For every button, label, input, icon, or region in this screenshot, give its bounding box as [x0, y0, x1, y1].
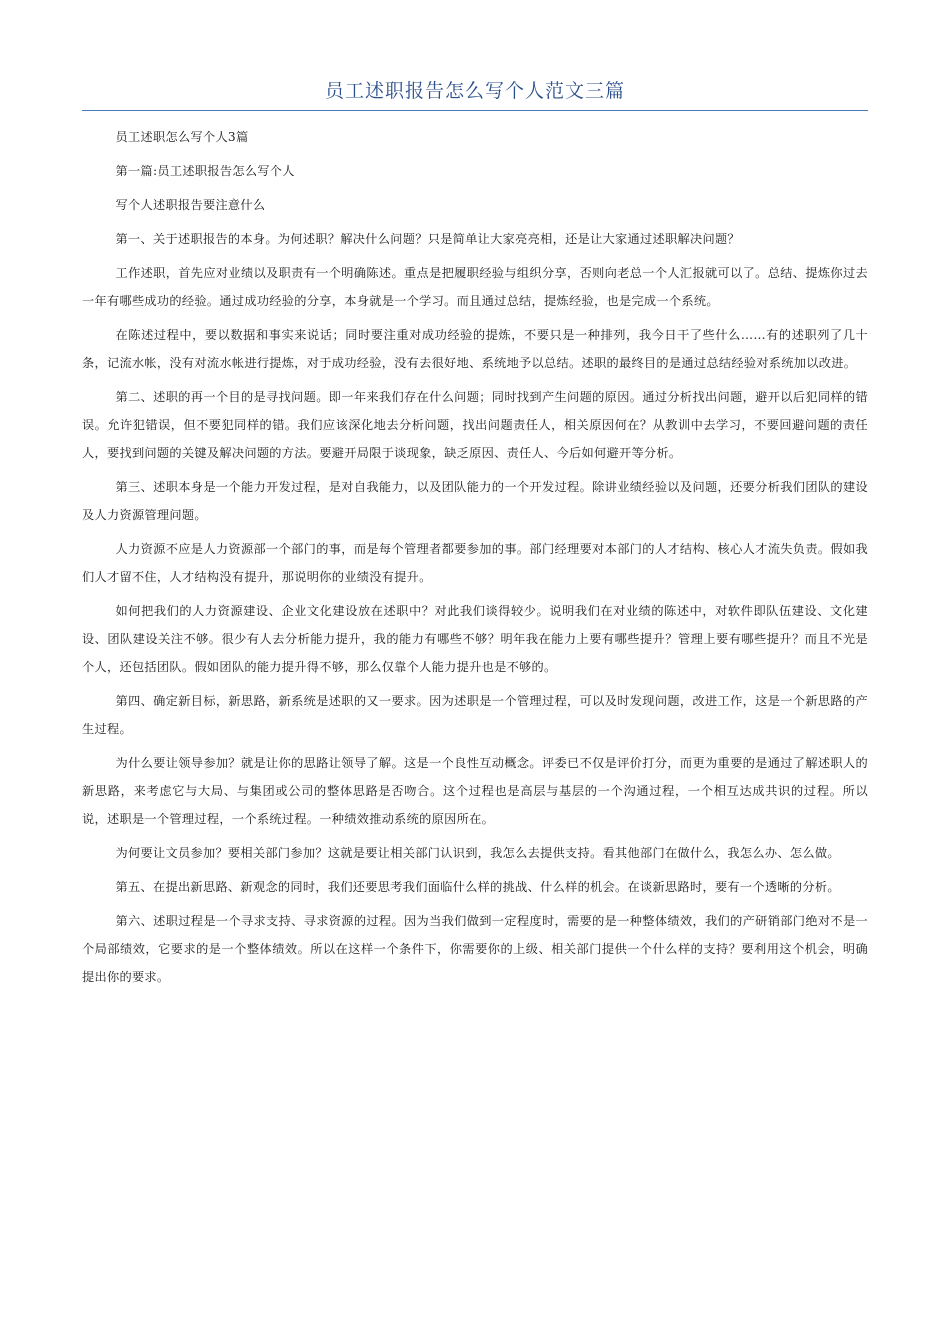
document-body [82, 123, 868, 991]
paragraph-subtitle: 员工述职怎么写个人3篇 [115, 130, 249, 144]
document-title: 员工述职报告怎么写个人范文三篇 [82, 78, 868, 111]
paragraph-human-resources: 人力资源不应是人力资源部一个部门的事，而是每个管理者都要参加的事。部门经理要对本部门的人才结构、核心人才流失负责。假如我们人才留不住，人才结构没有提升，那说明你的业绩没有提升。 [82, 542, 868, 584]
paragraph-point-one: 第一、关于述职报告的本身。为何述职？解决什么问题？只是简单让大家亮亮相，还是让大家通过述职解决问题？ [115, 232, 740, 246]
paragraph-point-two: 第二、述职的再一个目的是寻找问题。即一年来我们存在什么问题；同时找到产生问题的原因。通过分析找出问题，避开以后犯同样的错误。允许犯错误，但不要犯同样的错。我们应该深化地去分析问题，找出问题责任人，相关原因何在？从教训中去学习，不要回避问题的责任人，要找到问题的关键及解决问题的方法。要避开局限于谈现象，缺乏原因、责任人、今后如何避开等分析。 [82, 390, 868, 460]
paragraph-culture-building: 如何把我们的人力资源建设、企业文化建设放在述职中？对此我们谈得较少。说明我们在对业绩的陈述中，对软件即队伍建设、文化建设、团队建设关注不够。很少有人去分析能力提升，我的能力有哪些不够？明年我在能力上要有哪些提升？管理上要有哪些提升？而且不光是个人，还包括团队。假如团队的能力提升得不够，那么仅靠个人能力提升也是不够的。 [82, 604, 868, 674]
paragraph-leadership: 为什么要让领导参加？就是让你的思路让领导了解。这是一个良性互动概念。评委已不仅是评价打分，而更为重要的是通过了解述职人的新思路，来考虑它与大局、与集团或公司的整体思路是否吻合。这个过程也是高层与基层的一个沟通过程，一个相互达成共识的过程。所以说，述职是一个管理过程，一个系统过程。一种绩效推动系统的原因所在。 [82, 756, 868, 826]
paragraph-part-one-heading: 第一篇:员工述职报告怎么写个人 [115, 164, 295, 178]
paragraph-point-three: 第三、述职本身是一个能力开发过程，是对自我能力，以及团队能力的一个开发过程。除讲业绩经验以及问题，还要分析我们团队的建设及人力资源管理问题。 [82, 480, 868, 522]
paragraph-point-five: 第五、在提出新思路、新观念的同时，我们还要思考我们面临什么样的挑战、什么样的机会。在谈新思路时，要有一个透晰的分析。 [115, 880, 840, 894]
paragraph-point-six: 第六、述职过程是一个寻求支持、寻求资源的过程。因为当我们做到一定程度时，需要的是一种整体绩效，我们的产研销部门绝对不是一个局部绩效，它要求的是一个整体绩效。所以在这样一个条件下，你需要你的上级、相关部门提供一个什么样的支持？要利用这个机会，明确提出你的要求。 [82, 914, 868, 984]
paragraph-data-facts: 在陈述过程中，要以数据和事实来说话；同时要注重对成功经验的提炼，不要只是一种排列，我今日干了些什么……有的述职列了几十条，记流水帐，没有对流水帐进行提炼，对于成功经验，没有去很好地、系统地予以总结。述职的最终目的是通过总结经验对系统加以改进。 [82, 328, 868, 370]
paragraph-clerks: 为何要让文员参加？要相关部门参加？这就是要让相关部门认识到，我怎么去提供支持。看其他部门在做什么，我怎么办、怎么做。 [115, 846, 840, 860]
paragraph-point-four: 第四、确定新目标，新思路，新系统是述职的又一要求。因为述职是一个管理过程，可以及时发现问题，改进工作，这是一个新思路的产生过程。 [82, 694, 868, 736]
paragraph-work-report: 工作述职，首先应对业绩以及职责有一个明确陈述。重点是把履职经验与组织分享，否则向老总一个人汇报就可以了。总结、提炼你过去一年有哪些成功的经验。通过成功经验的分享，本身就是一个学习。而且通过总结，提炼经验，也是完成一个系统。 [82, 266, 868, 308]
paragraph-attention-heading: 写个人述职报告要注意什么 [115, 198, 266, 212]
